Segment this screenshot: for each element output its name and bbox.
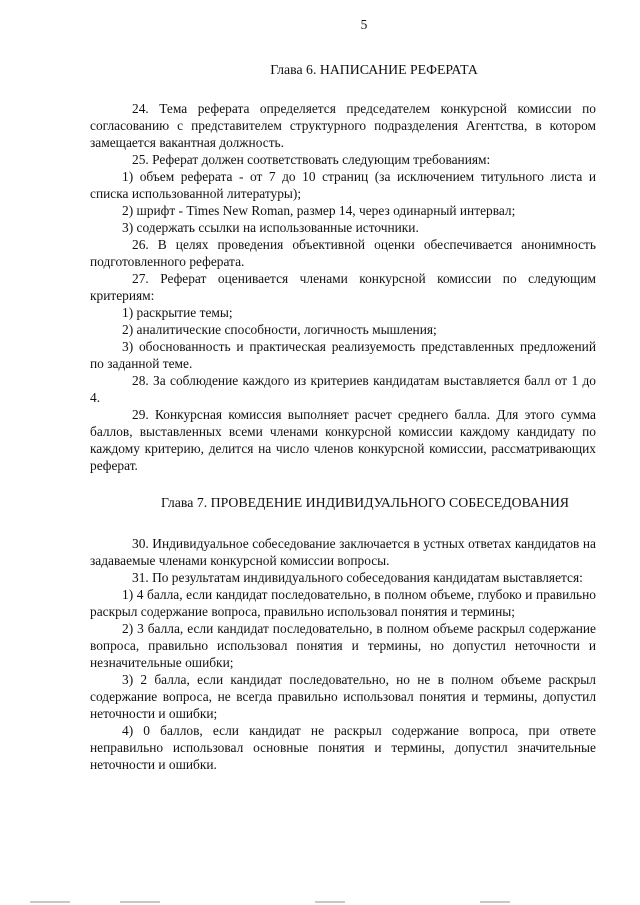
paragraph-26: 26. В целях проведения объективной оценки обеспечивается анонимность подготовленного реферата. <box>90 237 596 269</box>
paragraph-27: 27. Реферат оценивается членами конкурсной комиссии по следующим критериям: <box>90 271 596 303</box>
scan-mark <box>480 901 510 903</box>
paragraph-25-item-2: 2) шрифт - Times New Roman, размер 14, через одинарный интервал; <box>122 203 516 218</box>
paragraph-31-item-1: 1) 4 балла, если кандидат последовательно, в полном объеме, глубоко и правильно раскрыл содержание вопроса, правильно использовал понятия и термины; <box>90 587 596 619</box>
paragraph-25-item-1: 1) объем реферата - от 7 до 10 страниц (за исключением титульного листа и списка использованной литературы); <box>90 169 596 201</box>
paragraph-24: 24. Тема реферата определяется председателем конкурсной комиссии по согласованию с представителем структурного подразделения Агентства, в котором замещается вакантная должность. <box>90 101 596 150</box>
paragraph-30: 30. Индивидуальное собеседование заключается в устных ответах кандидатов на задаваемые членами конкурсной комиссии вопросы. <box>90 536 596 568</box>
paragraph-31: 31. По результатам индивидуального собеседования кандидатам выставляется: <box>132 570 583 585</box>
chapter-6-title: Глава 6. НАПИСАНИЕ РЕФЕРАТА <box>270 62 478 77</box>
paragraph-27-item-2: 2) аналитические способности, логичность мышления; <box>122 322 437 337</box>
chapter-7-body <box>90 535 596 773</box>
paragraph-27-item-3: 3) обоснованность и практическая реализуемость представленных предложений по заданной теме. <box>90 339 596 371</box>
paragraph-31-item-4: 4) 0 баллов, если кандидат не раскрыл содержание вопроса, при ответе неправильно использовал основные понятия и термины, допустил значительные неточности и ошибки. <box>90 723 596 772</box>
paragraph-31-item-3: 3) 2 балла, если кандидат последовательно, но не в полном объеме раскрыл содержание вопроса, не всегда правильно использовал понятия и термины, допустил неточности и ошибки; <box>90 672 596 721</box>
chapter-6-body <box>90 100 596 474</box>
scan-mark <box>315 901 345 903</box>
chapter-7-title: Глава 7. ПРОВЕДЕНИЕ ИНДИВИДУАЛЬНОГО СОБЕСЕДОВАНИЯ <box>160 495 570 510</box>
scan-artifacts <box>0 899 640 903</box>
paragraph-25-item-3: 3) содержать ссылки на использованные источники. <box>122 220 419 235</box>
paragraph-29: 29. Конкурсная комиссия выполняет расчет среднего балла. Для этого сумма баллов, выставленных всеми членами конкурсной комиссии каждому кандидату по каждому критерию, делится на число членов конкурсной комиссии, рассматривающих реферат. <box>90 407 596 473</box>
paragraph-27-item-1: 1) раскрытие темы; <box>122 305 233 320</box>
page-number: 5 <box>360 17 368 32</box>
scan-mark <box>120 901 160 903</box>
paragraph-31-item-2: 2) 3 балла, если кандидат последовательно, в полном объеме раскрыл содержание вопроса, правильно использовал понятия и термины, но допустил неточности и незначительные ошибки; <box>90 621 596 670</box>
scan-mark <box>30 901 70 903</box>
paragraph-25: 25. Реферат должен соответствовать следующим требованиям: <box>132 152 491 167</box>
paragraph-28: 28. За соблюдение каждого из критериев кандидатам выставляется балл от 1 до 4. <box>90 373 596 405</box>
